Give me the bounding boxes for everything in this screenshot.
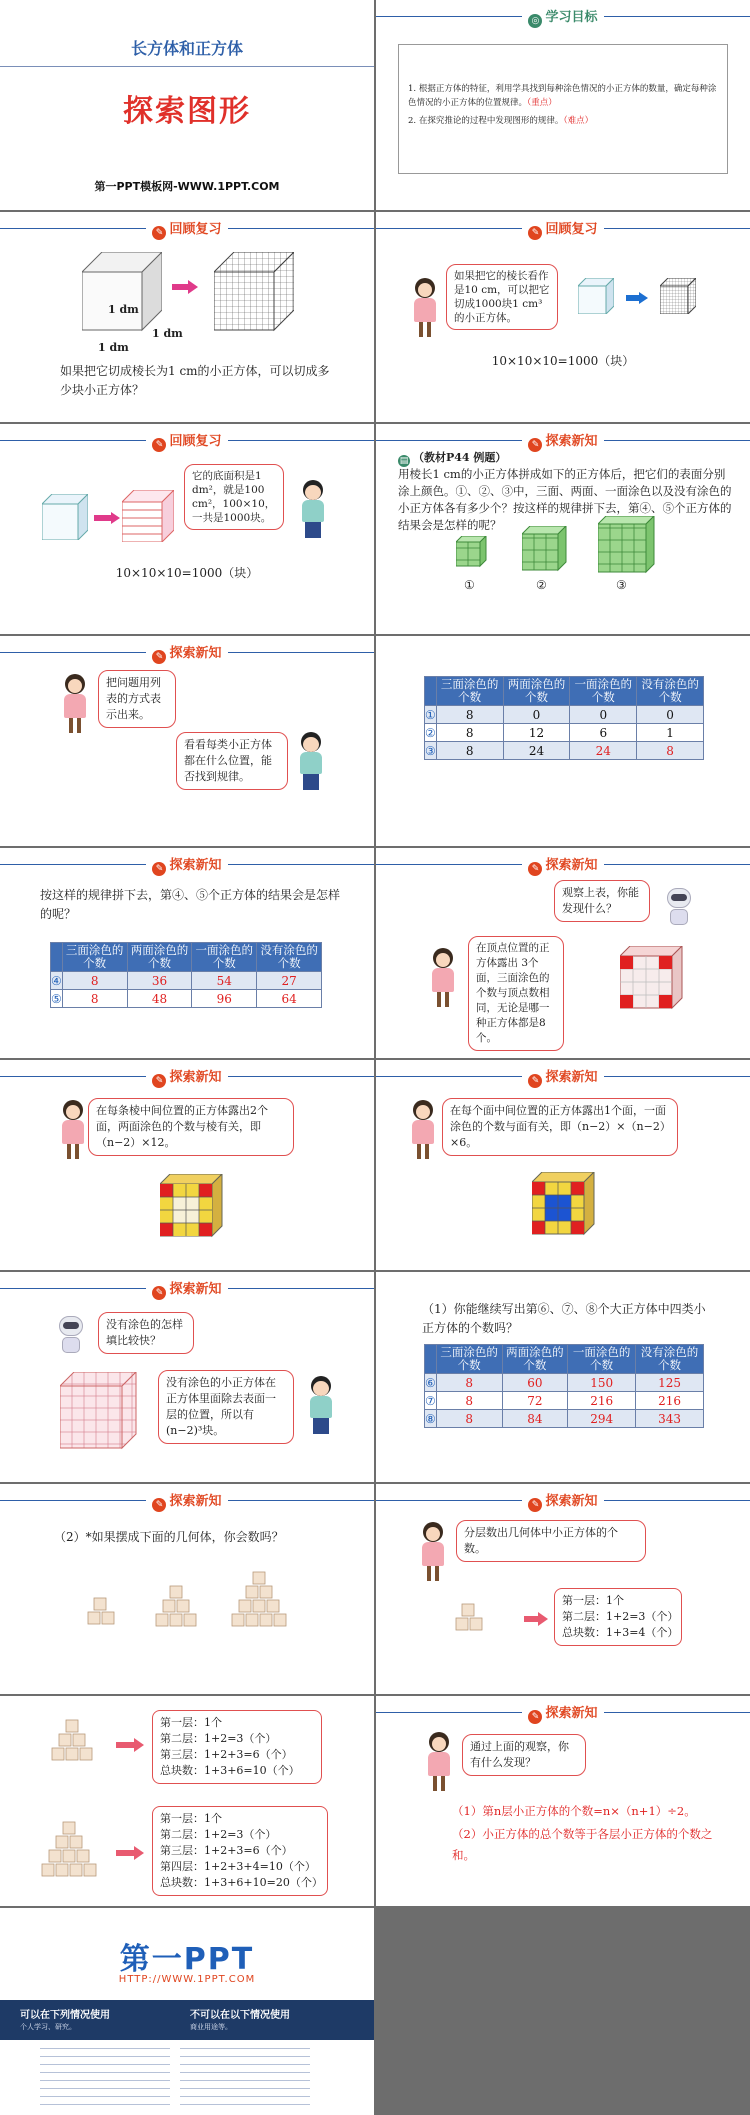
slide-title[interactable] xyxy=(0,0,374,210)
table-cell: 8 xyxy=(637,742,704,760)
cube-4x4-image xyxy=(598,516,656,574)
girl-avatar xyxy=(58,674,92,734)
table-cell: 27 xyxy=(257,972,322,990)
header-label: 探索新知 xyxy=(169,858,222,873)
ad-cannot-note: 商业用途等。 xyxy=(190,2023,232,2031)
table-header: 三面涂色的个数 xyxy=(436,677,503,706)
speech-bubble-1: 把问题用列表的方式表示出来。 xyxy=(98,670,176,728)
pyramid-2-image xyxy=(454,1602,490,1638)
slide-explore-list[interactable] xyxy=(0,636,374,846)
layer-line: 第二层：1+2=3（个） xyxy=(160,1828,277,1841)
book-icon: ▤ xyxy=(399,456,409,466)
girl-avatar xyxy=(406,1100,440,1160)
grid-cube-image xyxy=(660,278,696,314)
speech-bubble-2: 看看每类小正方体都在什么位置，能否找到规律。 xyxy=(176,732,288,790)
main-title: 探索图形 xyxy=(123,94,251,129)
goal-2-text: 在探究推论的过程中发现图形的规律。 xyxy=(418,116,564,126)
table-cell: 0 xyxy=(637,706,704,724)
ad-url: HTTP://WWW.1PPT.COM xyxy=(118,1974,256,1985)
table-header: 没有涂色的个数 xyxy=(637,677,704,706)
layer-line: 总块数：1+3+6+10=20（个） xyxy=(160,1876,323,1889)
table-cell: 8 xyxy=(436,724,503,742)
formula-text: 10×10×10=1000（块） xyxy=(115,566,259,580)
slide-table-1[interactable] xyxy=(376,636,750,846)
label-3: ③ xyxy=(616,578,627,592)
question-text: 按这样的规律拼下去，第④、⑤个正方体的结果会是怎样的呢？ xyxy=(40,888,341,921)
speech-bubble: 它的底面积是1 dm²，就是100 cm²，100×10，一共是1000块。 xyxy=(184,464,284,530)
finding-1: （1）第n层小正方体的个数=n×（n+1）÷2。 xyxy=(452,1804,696,1818)
table-cell: 8 xyxy=(436,1410,502,1428)
review-icon: ✎ xyxy=(152,226,166,240)
arrow-icon xyxy=(116,1846,144,1860)
table-cell: 64 xyxy=(257,990,322,1008)
layer-box xyxy=(554,1588,682,1646)
cube-3x3-image xyxy=(522,526,568,572)
table-header-blank xyxy=(51,943,63,972)
slide-table-2[interactable] xyxy=(376,1272,750,1482)
boy-avatar xyxy=(304,1376,338,1436)
table-cell: 8 xyxy=(62,990,127,1008)
slide-header xyxy=(376,1066,750,1088)
girl-avatar xyxy=(416,1522,450,1582)
table-cell: 0 xyxy=(503,706,570,724)
goal-2-tag: （难点） xyxy=(563,116,594,126)
robot-avatar xyxy=(54,1316,88,1356)
slide-header xyxy=(376,854,750,876)
painted-cube-image xyxy=(620,946,684,1010)
question-text: （2）*如果摆成下面的几何体，你会数吗？ xyxy=(54,1530,284,1544)
layer-line: 第四层：1+2+3+4=10（个） xyxy=(160,1860,316,1873)
header-label: 探索新知 xyxy=(169,646,222,661)
table-header: 没有涂色的个数 xyxy=(257,943,322,972)
table-row xyxy=(425,742,704,760)
table-cell: 0 xyxy=(570,706,637,724)
speech-bubble-2: 没有涂色的小正方体在正方体里面除去表面一层的位置，所以有(n−2)³块。 xyxy=(158,1370,294,1444)
review-icon: ✎ xyxy=(528,226,542,240)
robot-avatar xyxy=(662,888,696,928)
slide-ad[interactable] xyxy=(0,1908,374,2115)
label-bottom: 1 dm xyxy=(98,341,129,354)
header-label: 探索新知 xyxy=(545,858,598,873)
finding-2: （2）小正方体的总个数等于各层小正方体的个数之和。 xyxy=(452,1827,713,1862)
table-header: 两面涂色的个数 xyxy=(127,943,192,972)
table-header-row xyxy=(51,943,322,972)
boy-avatar xyxy=(294,732,328,792)
explore-icon: ✎ xyxy=(152,1074,166,1088)
boy-avatar xyxy=(296,480,330,540)
table-cell: 125 xyxy=(636,1374,704,1392)
slide-layers-count[interactable] xyxy=(0,1696,374,1906)
girl-avatar xyxy=(56,1100,90,1160)
arrow-icon xyxy=(172,280,198,294)
speech-bubble: 在每条棱中间位置的正方体露出2个面，两面涂色的个数与棱有关，即（n−2）×12。 xyxy=(88,1098,294,1156)
speech-bubble: 通过上面的观察，你有什么发现？ xyxy=(462,1734,586,1776)
table-cell: ④ xyxy=(51,973,62,988)
pyramid-3-image xyxy=(150,1584,202,1634)
table-header: 两面涂色的个数 xyxy=(503,677,570,706)
arrow-icon xyxy=(524,1612,548,1626)
table-cell: ② xyxy=(425,725,436,740)
teacher-avatar xyxy=(422,1732,456,1792)
data-table xyxy=(424,676,704,760)
ad-logo: 第一PPT xyxy=(119,1942,255,1977)
label-2: ② xyxy=(536,578,547,592)
data-table xyxy=(50,942,322,1008)
table-cell: ⑦ xyxy=(425,1393,436,1408)
header-label: 回顾复习 xyxy=(169,434,222,449)
table-cell: 72 xyxy=(502,1392,568,1410)
layer-line: 第二层：1+2=3（个） xyxy=(562,1610,679,1623)
table-header: 三面涂色的个数 xyxy=(62,943,127,972)
slide-review-1[interactable] xyxy=(0,212,374,422)
grid-cube-image xyxy=(214,252,294,332)
table-header-row xyxy=(425,1345,704,1374)
layer-line: 第三层：1+2+3=6（个） xyxy=(160,1748,293,1761)
table-cell: ① xyxy=(425,707,436,722)
label-1: ① xyxy=(464,578,475,592)
goal-1-text: 根据正方体的特征，利用学具找到每种涂色情况的小正方体的数量，确定每种涂色情况的小正方体的位置规律。 xyxy=(408,84,717,108)
slide-explore-layers[interactable] xyxy=(376,1484,750,1694)
ref-text: （教材P44 例题） xyxy=(413,451,507,464)
explore-icon: ✎ xyxy=(528,1074,542,1088)
slide-header xyxy=(376,218,750,240)
pyramid-4-image xyxy=(36,1820,102,1884)
slide-header xyxy=(0,430,374,452)
layer-line: 第三层：1+2+3=6（个） xyxy=(160,1844,293,1857)
painted-cube-image xyxy=(532,1172,596,1236)
table-cell: 84 xyxy=(502,1410,568,1428)
slide-goals[interactable] xyxy=(376,0,750,210)
explore-icon: ✎ xyxy=(528,1498,542,1512)
header-label: 回顾复习 xyxy=(169,222,222,237)
goal-1-tag: （重点） xyxy=(527,98,557,108)
explore-icon: ✎ xyxy=(528,1710,542,1724)
slide-explore-vertex[interactable] xyxy=(376,848,750,1058)
pyramid-3-image xyxy=(46,1718,98,1768)
painted-cube-image xyxy=(160,1174,224,1238)
slide-header xyxy=(0,1278,374,1300)
table-cell: ⑥ xyxy=(425,1375,436,1390)
explore-icon: ✎ xyxy=(152,1498,166,1512)
goal-1: 1. 根据正方体的特征，利用学具找到每种涂色情况的小正方体的数量，确定每种涂色情况的小正方体的位置规律。（重点） xyxy=(408,84,717,108)
table-cell: 150 xyxy=(568,1374,636,1392)
table-cell: 24 xyxy=(570,742,637,760)
slide-header xyxy=(0,218,374,240)
explore-icon: ✎ xyxy=(152,1286,166,1300)
cube-image xyxy=(42,494,88,540)
slide-explore-example[interactable] xyxy=(376,424,750,634)
pyramid-4-image xyxy=(226,1570,292,1634)
explore-icon: ✎ xyxy=(152,650,166,664)
table-header: 一面涂色的个数 xyxy=(192,943,257,972)
slide-explore-pyramid[interactable] xyxy=(0,1484,374,1694)
pyramid-2-image xyxy=(86,1596,122,1632)
speech-bubble-1: 没有涂色的怎样填比较快？ xyxy=(98,1312,194,1354)
slide-header xyxy=(376,1490,750,1512)
review-icon: ✎ xyxy=(152,438,166,452)
table-cell: 48 xyxy=(127,990,192,1008)
arrow-icon xyxy=(626,292,648,304)
slide-explore-face[interactable] xyxy=(376,1060,750,1270)
cube-1dm-image xyxy=(82,252,162,332)
ad-can-title: 可以在下列情况使用 xyxy=(20,2010,110,2021)
table-cell: 60 xyxy=(502,1374,568,1392)
speech-bubble-2: 在顶点位置的正方体露出 3个面，三面涂色的个数与顶点数相同，无论是哪一种正方体都是8个。 xyxy=(468,936,564,1051)
girl-avatar xyxy=(426,948,460,1008)
table-cell: 1 xyxy=(637,724,704,742)
header-label: 探索新知 xyxy=(545,1070,598,1085)
slide-header xyxy=(0,1066,374,1088)
speech-bubble-1: 观察上表，你能发现什么？ xyxy=(554,880,650,922)
brand-text: 第一PPT模板网-WWW.1PPT.COM xyxy=(94,180,280,193)
slide-header xyxy=(0,854,374,876)
table-header: 三面涂色的个数 xyxy=(436,1345,502,1374)
table-cell: 24 xyxy=(503,742,570,760)
slide-header xyxy=(376,6,750,28)
slide-explore-inner[interactable] xyxy=(0,1272,374,1482)
explore-icon: ✎ xyxy=(152,862,166,876)
header-label: 探索新知 xyxy=(545,1494,598,1509)
table-header: 一面涂色的个数 xyxy=(568,1345,636,1374)
table-header-row xyxy=(425,677,704,706)
goal-2: 2. 在探究推论的过程中发现图形的规律。（难点） xyxy=(408,116,594,126)
table-header-blank xyxy=(425,677,437,706)
slide-review-3[interactable] xyxy=(0,424,374,634)
title-divider xyxy=(0,66,374,67)
table-row xyxy=(425,1374,704,1392)
table-cell: 36 xyxy=(127,972,192,990)
table-row xyxy=(425,724,704,742)
inner-cube-image xyxy=(60,1372,140,1452)
table-cell: 343 xyxy=(636,1410,704,1428)
question-text: 如果把它切成棱长为1 cm的小正方体，可以切成多少块小正方体？ xyxy=(60,364,330,397)
table-cell: ③ xyxy=(425,743,436,758)
header-label: 探索新知 xyxy=(169,1282,222,1297)
speech-bubble: 在每个面中间位置的正方体露出1个面，一面涂色的个数与面有关，即（n−2）×（n−2）×6。 xyxy=(442,1098,678,1156)
layer-line: 第二层：1+2=3（个） xyxy=(160,1732,277,1745)
question-text: （1）你能继续写出第⑥、⑦、⑧个大正方体中四类小正方体的个数吗？ xyxy=(422,1302,706,1335)
table-cell: 8 xyxy=(436,1374,502,1392)
table-header: 没有涂色的个数 xyxy=(636,1345,704,1374)
series-title: 长方体和正方体 xyxy=(130,39,243,58)
header-label: 探索新知 xyxy=(545,434,598,449)
layer-line: 第一层：1个 xyxy=(160,1716,222,1729)
problem-text: 用棱长1 cm的小正方体拼成如下的正方体后，把它们的表面分别涂上颜色。①、②、③中，三面、两面、一面涂色以及没有涂色的小正方体各有多少个？按这样的规律拼下去，第④、⑤个正方体的结果会是怎样的呢？ xyxy=(398,467,732,532)
header-label: 探索新知 xyxy=(545,1706,598,1721)
explore-icon: ✎ xyxy=(528,862,542,876)
speech-bubble: 分层数出几何体中小正方体的个数。 xyxy=(456,1520,646,1562)
table-cell: 8 xyxy=(436,706,503,724)
table-cell: 96 xyxy=(192,990,257,1008)
girl-avatar xyxy=(408,278,442,338)
slide-review-2[interactable] xyxy=(376,212,750,422)
table-cell: ⑤ xyxy=(51,991,62,1006)
layer-box-2 xyxy=(152,1806,328,1896)
explore-icon: ✎ xyxy=(528,438,542,452)
formula-text: 10×10×10=1000（块） xyxy=(491,354,635,368)
table-row xyxy=(425,1392,704,1410)
ad-links-right xyxy=(180,2048,310,2112)
slide-header xyxy=(0,642,374,664)
table-cell: 8 xyxy=(436,1392,502,1410)
arrow-icon xyxy=(116,1738,144,1752)
table-cell: 8 xyxy=(62,972,127,990)
table-cell: ⑧ xyxy=(425,1411,436,1426)
slide-explore-findings[interactable] xyxy=(376,1696,750,1906)
table-header: 一面涂色的个数 xyxy=(570,677,637,706)
table-cell: 216 xyxy=(636,1392,704,1410)
table-cell: 54 xyxy=(192,972,257,990)
slide-header xyxy=(376,1702,750,1724)
speech-bubble: 如果把它的棱长看作是10 cm，可以把它切成1000块1 cm³的小正方体。 xyxy=(446,264,558,330)
data-table xyxy=(424,1344,704,1428)
ad-cannot-title: 不可以在以下情况使用 xyxy=(190,2010,290,2021)
header-label: 探索新知 xyxy=(169,1070,222,1085)
slide-explore-edge[interactable] xyxy=(0,1060,374,1270)
ad-can-note: 个人学习、研究。 xyxy=(20,2023,76,2031)
header-label: 回顾复习 xyxy=(545,222,598,237)
layer-line: 第一层：1个 xyxy=(160,1812,222,1825)
table-cell: 294 xyxy=(568,1410,636,1428)
small-cube-image xyxy=(578,278,614,314)
table-cell: 6 xyxy=(570,724,637,742)
slide-explore-next[interactable] xyxy=(0,848,374,1058)
target-icon: ◎ xyxy=(528,14,542,28)
table-header: 两面涂色的个数 xyxy=(502,1345,568,1374)
slide-header xyxy=(0,1490,374,1512)
layer-line: 总块数：1+3+6=10（个） xyxy=(160,1764,300,1777)
textbook-ref xyxy=(398,448,506,467)
table-row xyxy=(425,1410,704,1428)
layer-line: 总块数：1+3=4（个） xyxy=(562,1626,679,1639)
table-row xyxy=(51,972,322,990)
header-label: 学习目标 xyxy=(545,10,598,25)
layer-line: 第一层：1个 xyxy=(562,1594,624,1607)
table-cell: 12 xyxy=(503,724,570,742)
table-cell: 216 xyxy=(568,1392,636,1410)
label-side: 1 dm xyxy=(152,327,183,340)
cube-2x2-image xyxy=(456,536,490,570)
header-label: 探索新知 xyxy=(169,1494,222,1509)
ad-links-left xyxy=(40,2048,170,2112)
sliced-cube-image xyxy=(122,490,174,542)
table-row xyxy=(425,706,704,724)
table-row xyxy=(51,990,322,1008)
label-front: 1 dm xyxy=(108,303,139,316)
layer-box-1 xyxy=(152,1710,322,1784)
table-header-blank xyxy=(425,1345,437,1374)
arrow-icon xyxy=(94,512,120,524)
table-cell: 8 xyxy=(436,742,503,760)
